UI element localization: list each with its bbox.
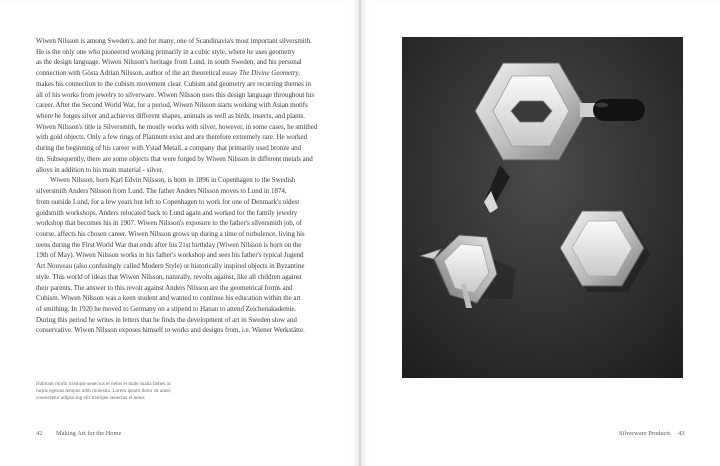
text-line: Art Nouveau (also confusingly called Modern Style) or historically inspired objects in Byzantine [36, 262, 305, 271]
page-number-right: 43 [678, 430, 685, 437]
text-line: Wiwen Nilsson, born Karl Edvin Nilsson, is born in 1896 in Copenhagen to the Swedish [50, 176, 296, 185]
text-line: alloys in addition to his main material - silver. [36, 165, 164, 174]
text-line: connection with Gösta Adrian Nilsson, author of the art theoretical essay [36, 69, 239, 78]
footnote-line: Habitant morbi tristique senectus et netus et male suada fames ac [36, 381, 172, 387]
text-line: makes his connection to the cubism movement clear. Cubism and geometry are recurring themes in [36, 79, 311, 88]
text-line: career. After the Second World War, for a period, Wiwen Nilsson starts working with Asian motifs [36, 101, 308, 110]
text-line: Wiwen Nilsson's title is Silversmith, he mostly works with silver, however, in some cases, he smithed [36, 122, 318, 131]
text-line: During this period he writes in letters that he finds the development of art in Sweden slow and [36, 315, 297, 324]
text-line: conservative. Wiwen Nilsson exposes himself to works and designs from, i.e. Wiener Werkstätte. [36, 326, 305, 335]
essay-title: The Divine Geometry, [238, 69, 301, 78]
text-line: during the beginning of his career with Ystad Metall, a company that primarily used bronze and [36, 144, 302, 153]
pot-lid-knob [511, 101, 552, 122]
footnote-line: turpis egestas tempus nibh molestia. Lorem ipsum dolor sit amet, [36, 388, 172, 395]
text-line: He is the only one who pioneered working primarily in a cubic style, where he uses geometry [36, 47, 296, 56]
running-title-right: Silverware Products [619, 430, 671, 437]
left-page [0, 0, 359, 466]
text-line: their parents. The answer to this revolt against Anders Nilsson are the geometrical forms and [36, 283, 293, 292]
text-line: as the design language. Wiwen Nilsson's heritage from Lund, in south Sweden, and his personal [36, 58, 302, 67]
text-line: from outside Lund, for a few years but left to Copenhagen to work for one of Denmark's oldest [36, 197, 300, 206]
text-line: silversmith Anders Nilsson from Lund. The father Anders Nilsson moves to Lund in 1874, [36, 187, 287, 196]
text-line: with gold objects. Only a few rings of Platinum exist and are therefore extremely rare. He worked [36, 133, 308, 142]
body-text [36, 36, 334, 336]
page-number-left: 42 [36, 430, 43, 437]
pot-handle-collar [580, 103, 595, 117]
paragraph-1 [36, 36, 334, 175]
text-line: course, affects his chosen career. Wiwen Nilsson grows up during a time of turbulence, living his [36, 229, 305, 238]
footnote [36, 381, 236, 403]
silverware-photograph [402, 37, 683, 378]
text-line: all of his works from jewelry to silverware. Wiwen Nilsson uses this design language throughout his [36, 90, 315, 99]
text-line: tin. Subsequently, there are some objects that were forged by Wiwen Nilsson in different metals and [36, 154, 313, 163]
running-title-left: Making Art for the Home [56, 430, 122, 437]
text-line: style. This world of ideas that Wiwen Nilsson, naturally, revolts against, like all children against [36, 272, 302, 281]
text-line: goldsmith workshops. Anders relocated back to Lund again and worked for the family jewelry [36, 208, 298, 217]
paragraph-2 [36, 175, 334, 336]
text-line: 19th of May). Wiwen Nilsson works in his father's workshop and sees his father's typical Jugend [36, 251, 304, 260]
pot-handle [593, 99, 645, 121]
text-line: where he forges silver and achieves different shapes, animals as well as birds, insects, and plants. [36, 112, 305, 121]
text-line: workshop that becomes his in 1907. Wiwen Nilsson's exposure to the father's silversmith job, of [36, 219, 302, 228]
text-line: of smithing. In 1920 he moved to Germany on a stipend to Hanau to attend Zeichenakademie. [36, 304, 297, 313]
footnote-line: consectetur adipiscing elit tristique senectus et netus [36, 395, 145, 402]
text-line: Wiwen Nilsson is among Sweden's, and for many, one of Scandinavia's most important silversmith. [36, 37, 312, 45]
text-line: Cubism. Wiwen Nilsson was a keen student and wanted to continue his education within the art [36, 294, 301, 303]
text-line: teens during the First World War that ends after his 21st birthday (Wiwen Nilsson is born on the [36, 240, 302, 249]
